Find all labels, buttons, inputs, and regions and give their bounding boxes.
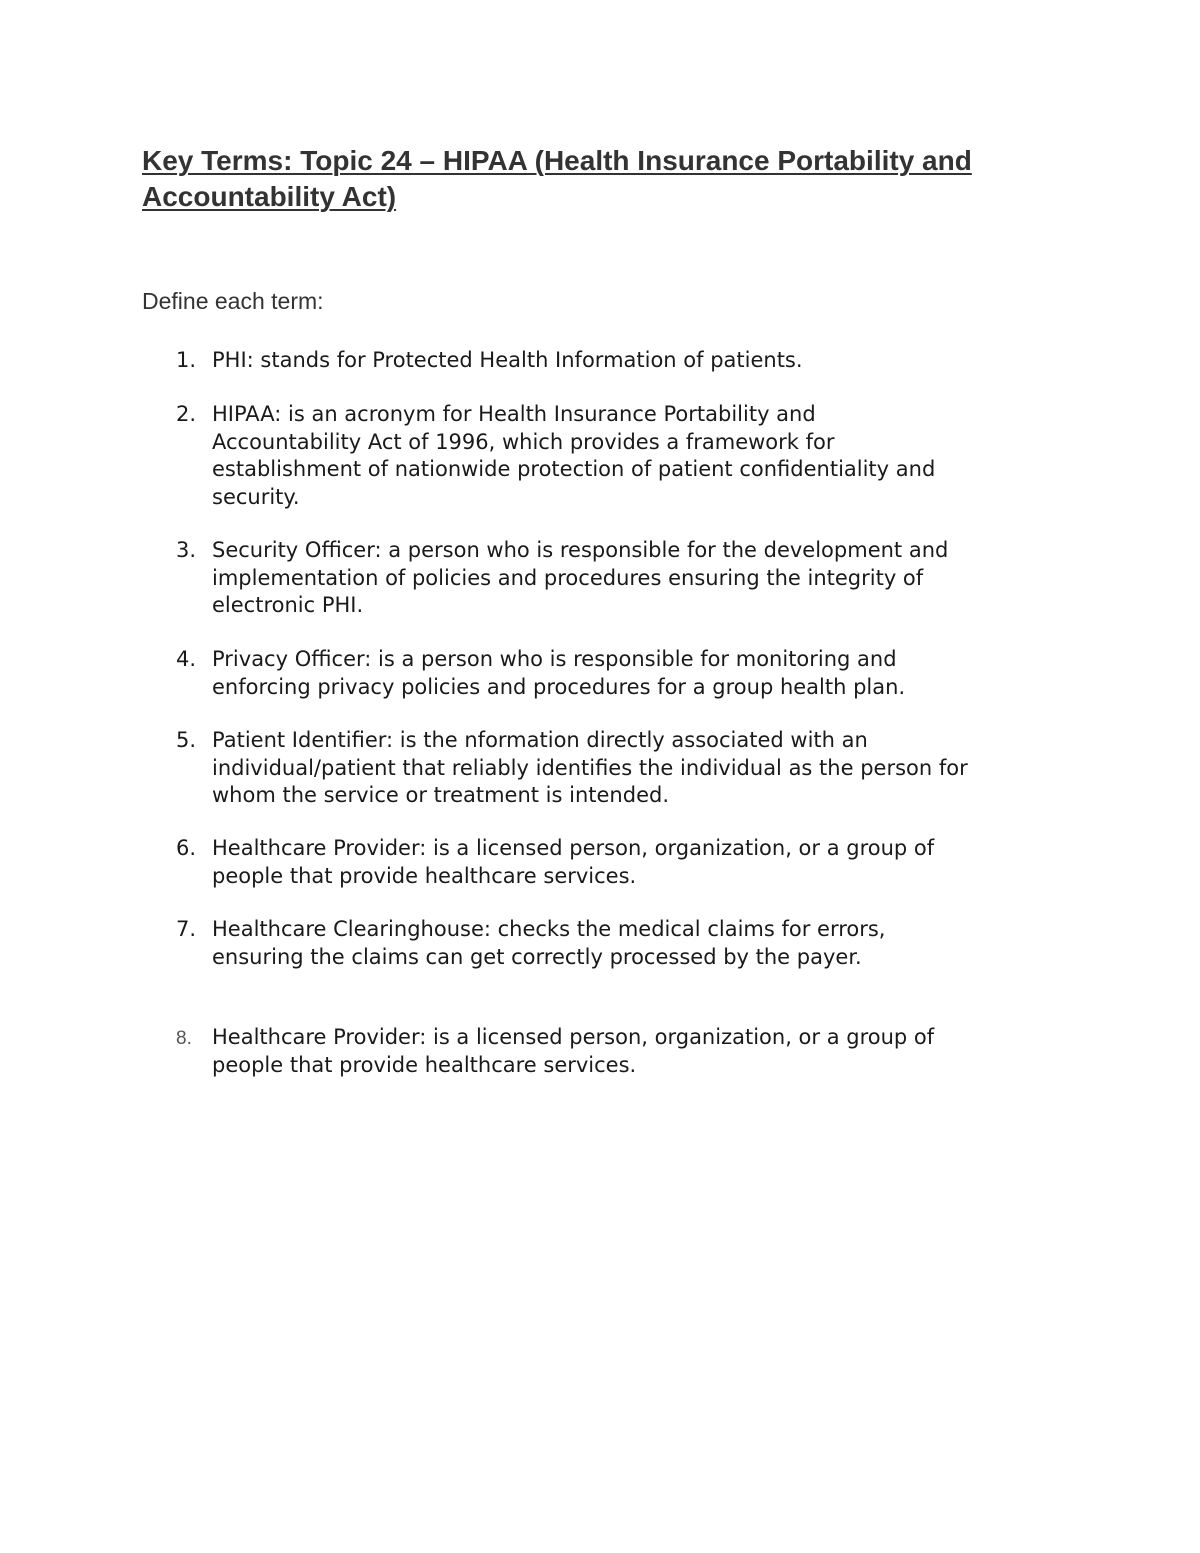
- term-definition: [212, 916, 1082, 971]
- term-number: 3.: [176, 538, 197, 562]
- definition-line: Privacy Officer: is a person who is responsible for monitoring and: [212, 647, 897, 671]
- definition-line: Accountability Act of 1996, which provides a framework for: [212, 429, 835, 454]
- definition-line: security.: [212, 484, 300, 509]
- term-definition: [212, 401, 1082, 511]
- term-number: 6.: [176, 836, 197, 860]
- definition-line: implementation of policies and procedures ensuring the integrity of: [212, 565, 924, 590]
- term-definition: [212, 537, 1082, 620]
- term-number: 5.: [176, 728, 197, 752]
- definition-line: HIPAA: is an acronym for Health Insurance Portability and: [212, 402, 816, 426]
- definition-line: Healthcare Provider: is a licensed person, organization, or a group of: [212, 1025, 935, 1049]
- definition-line: enforcing privacy policies and procedures for a group health plan.: [212, 674, 906, 699]
- definition-line: Patient Identifier: is the nformation directly associated with an: [212, 728, 868, 752]
- term-number: 2.: [176, 402, 197, 426]
- definition-line: Security Officer: a person who is responsible for the development and: [212, 538, 949, 562]
- term-definition: [212, 646, 1082, 701]
- term-definition: [212, 347, 1082, 375]
- term-definition: [212, 835, 1082, 890]
- definition-line: establishment of nationwide protection of patient confidentiality and: [212, 457, 936, 481]
- definition-line: Healthcare Provider: is a licensed person, organization, or a group of: [212, 836, 935, 860]
- definition-line: ensuring the claims can get correctly processed by the payer.: [212, 944, 862, 969]
- definition-line: people that provide healthcare services.: [212, 1052, 637, 1077]
- term-number: 4.: [176, 647, 197, 671]
- definition-line: PHI: stands for Protected Health Information of patients.: [212, 348, 803, 372]
- term-definition: [212, 1024, 1082, 1079]
- definition-line: individual/patient that reliably identifies the individual as the person for: [212, 755, 968, 780]
- definition-line: people that provide healthcare services.: [212, 863, 637, 888]
- term-number: 7.: [176, 917, 197, 941]
- instruction-text: Define each term:: [142, 288, 324, 314]
- definition-line: electronic PHI.: [212, 593, 364, 617]
- definition-line: whom the service or treatment is intended.: [212, 783, 669, 807]
- term-number: 8.: [176, 1028, 192, 1049]
- document-title: Key Terms: Topic 24 – HIPAA (Health Insurance Portability and Accountability Act): [142, 145, 972, 212]
- term-definition: [212, 727, 1082, 810]
- definition-line: Healthcare Clearinghouse: checks the medical claims for errors,: [212, 917, 886, 941]
- term-number: 1.: [176, 348, 197, 372]
